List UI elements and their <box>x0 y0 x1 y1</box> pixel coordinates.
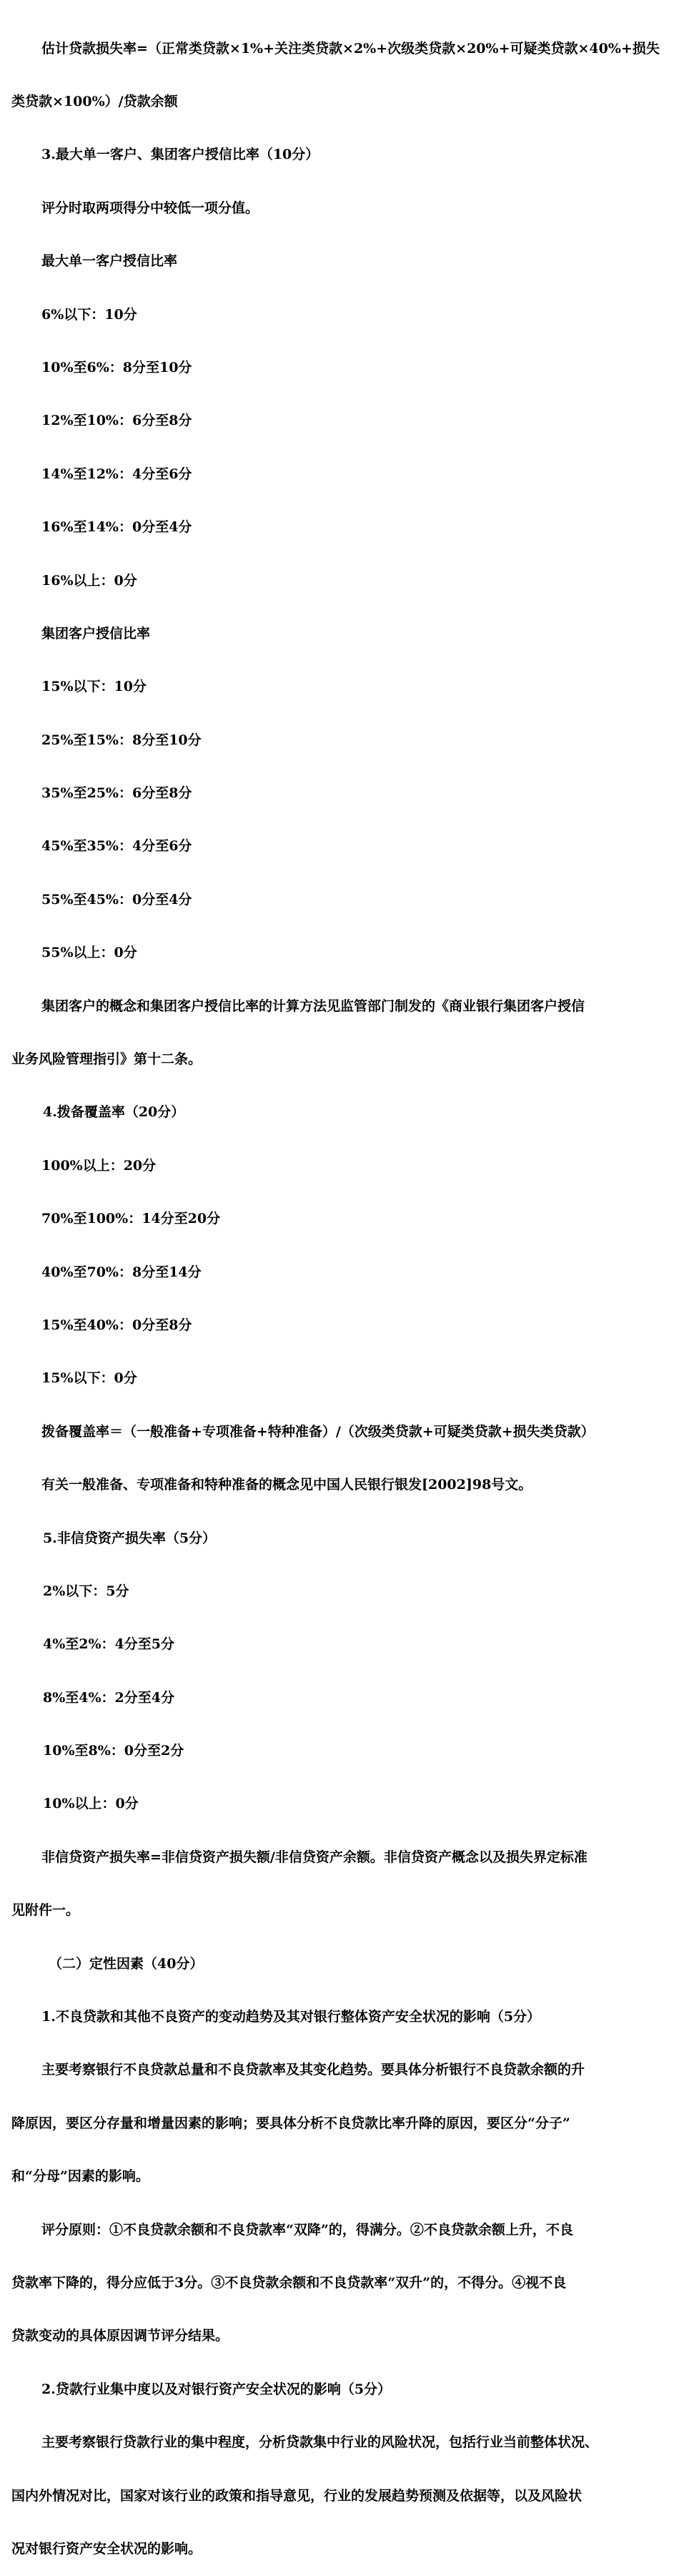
text-line: 主要考察银行贷款行业的集中程度，分析贷款集中行业的风险状况，包括行业当前整体状况、 <box>41 2434 599 2451</box>
text-line: 主要考察银行不良贷款总量和不良贷款率及其变化趋势。要具体分析银行不良贷款余额的升 <box>41 2062 585 2078</box>
score-item: 35%至25%：6分至8分 <box>41 785 192 802</box>
score-item: 16%以上：0分 <box>41 572 137 589</box>
text-line: 评分时取两项得分中较低一项分值。 <box>41 200 259 216</box>
section-heading: 5.非信贷资产损失率（5分） <box>43 1530 217 1546</box>
section-heading: （二）定性因素（40分） <box>49 1955 204 1972</box>
score-item: 2%以下：5分 <box>43 1583 129 1599</box>
score-item: 100%以上：20分 <box>41 1157 157 1174</box>
text-line: 降原因，要区分存量和增量因素的影响；要具体分析不良贷款比率升降的原因，要区分“分子” <box>11 2115 570 2131</box>
text-line: 评分原则：①不良贷款余额和不良贷款率“双降”的，得满分。②不良贷款余额上升，不良 <box>41 2221 573 2238</box>
score-item: 8%至4%：2分至4分 <box>43 1689 174 1706</box>
text-line: 业务风险管理指引》第十二条。 <box>11 1051 202 1068</box>
text-line: 贷款变动的具体原因调节评分结果。 <box>11 2328 229 2344</box>
text-line: 类贷款×100%）/贷款余额 <box>11 93 178 109</box>
text-line: 估计贷款损失率=（正常类贷款×1%+关注类贷款×2%+次级类贷款×20%+可疑类贷款×40%+损失 <box>41 40 660 56</box>
score-item: 16%至14%：0分至4分 <box>41 519 192 536</box>
score-item: 55%以上：0分 <box>41 945 137 961</box>
text-line: 贷款率下降的，得分应低于3分。③不良贷款余额和不良贷款率“双升”的，不得分。④视不良 <box>11 2275 567 2291</box>
section-heading: 3.最大单一客户、集团客户授信比率（10分） <box>41 147 319 163</box>
subheading: 集团客户授信比率 <box>41 625 151 641</box>
score-item: 55%至45%：0分至4分 <box>41 891 192 908</box>
score-item: 15%以下：0分 <box>41 1370 137 1387</box>
score-item: 10%至8%：0分至2分 <box>43 1743 184 1759</box>
section-heading: 4.拨备覆盖率（20分） <box>43 1104 185 1121</box>
score-item: 10%以上：0分 <box>43 1796 139 1812</box>
score-item: 12%至10%：6分至8分 <box>41 413 192 429</box>
section-heading: 2.贷款行业集中度以及对银行资产安全状况的影响（5分） <box>41 2381 392 2397</box>
score-item: 25%至15%：8分至10分 <box>41 732 202 748</box>
text-line: 有关一般准备、专项准备和特种准备的概念见中国人民银行银发[2002]98号文。 <box>41 1477 532 1493</box>
document-page <box>11 4 669 2576</box>
text-line: 和“分母”因素的影响。 <box>11 2168 149 2185</box>
score-item: 14%至12%：4分至6分 <box>41 466 192 482</box>
score-item: 15%至40%：0分至8分 <box>41 1317 192 1333</box>
score-item: 6%以下：10分 <box>41 306 137 323</box>
score-item: 15%以下：10分 <box>41 679 147 695</box>
section-heading: 1.不良贷款和其他不良资产的变动趋势及其对银行整体资产安全状况的影响（5分） <box>41 2009 541 2025</box>
text-line: 集团客户的概念和集团客户授信比率的计算方法见监管部门制发的《商业银行集团客户授信 <box>41 998 585 1014</box>
text-line: 见附件一。 <box>11 1902 80 1919</box>
score-item: 10%至6%：8分至10分 <box>41 359 192 375</box>
formula-line: 拨备覆盖率＝（一般准备+专项准备+特种准备）/（次级类贷款+可疑类贷款+损失类贷款） <box>41 1423 595 1440</box>
text-line: 况对银行资产安全状况的影响。 <box>11 2540 202 2557</box>
subheading: 最大单一客户授信比率 <box>41 253 178 270</box>
score-item: 4%至2%：4分至5分 <box>43 1636 174 1653</box>
score-item: 45%至35%：4分至6分 <box>41 838 192 855</box>
text-line: 非信贷资产损失率=非信贷资产损失额/非信贷资产余额。非信贷资产概念以及损失界定标准 <box>41 1849 588 1865</box>
text-line: 国内外情况对比，国家对该行业的政策和指导意见，行业的发展趋势预测及依据等，以及风险状 <box>11 2487 583 2504</box>
score-item: 40%至70%：8分至14分 <box>41 1264 202 1280</box>
score-item: 70%至100%：14分至20分 <box>41 1211 221 1227</box>
